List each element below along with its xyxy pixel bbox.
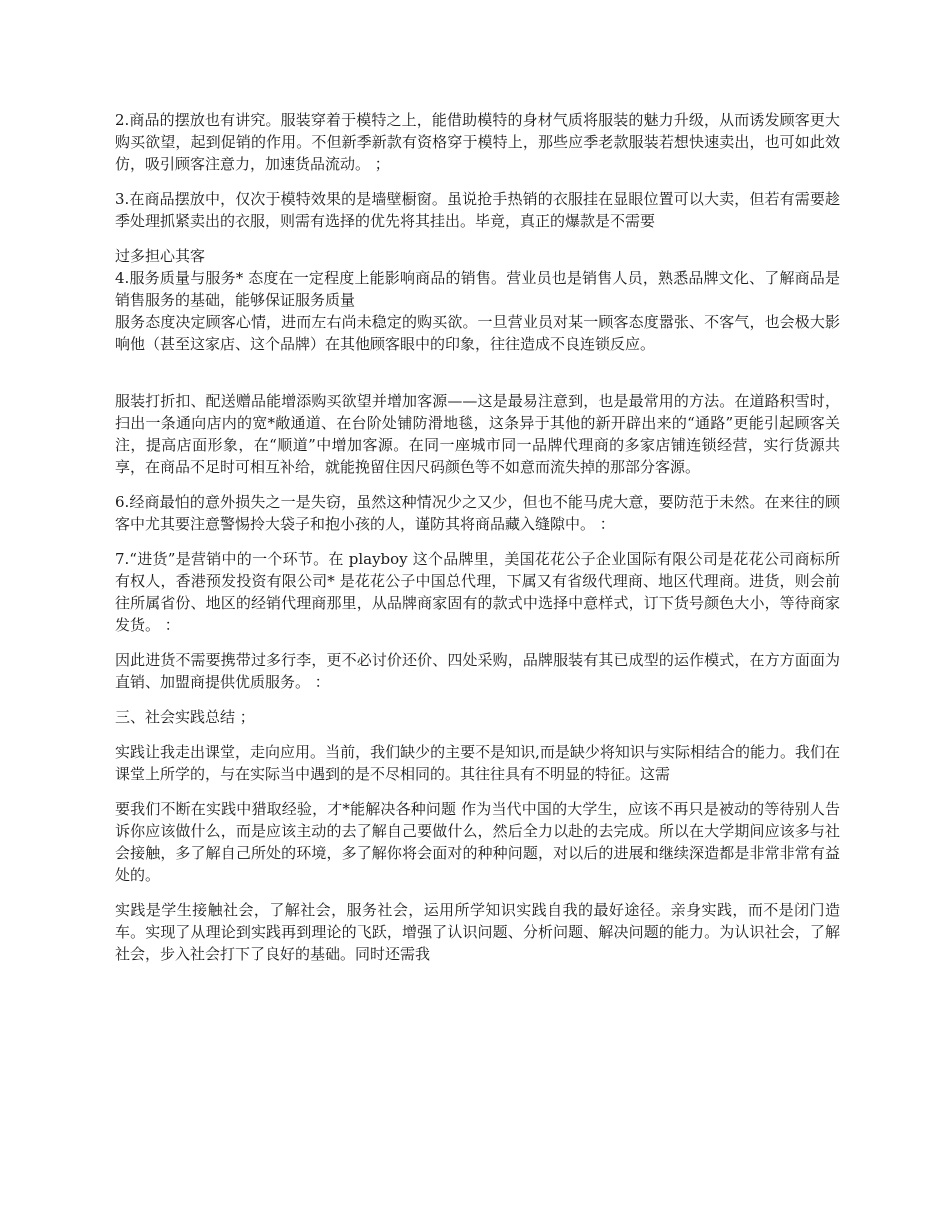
paragraph-fragment: 过多担心其客 xyxy=(115,247,206,265)
paragraph-item-2: 2.商品的摆放也有讲究。服装穿着于模特之上，能借助模特的身材气质将服装的魅力升级，从而诱发顾客更大购买欲望，起到促销的作用。不但新季新款有资格穿于模特上，那些应季老款服装若想快速卖出，也可如此效仿，吸引顾客注意力，加速货品流动。 ； xyxy=(115,111,840,173)
paragraph-purchasing: 因此进货不需要携带过多行李，更不必讨价还价、四处采购，品牌服装有其已成型的运作模式，在方方面面为直销、加盟商提供优质服务。 ： xyxy=(115,651,840,691)
paragraph-practice-2: 要我们不断在实践中猎取经验，才*能解决各种问题 作为当代中国的大学生，应该不再只是被动的等待别人告诉你应该做什么，而是应该主动的去了解自己要做什么，然后全力以赴的去完成。所以在大学期间应该多与社会接触，多了解自己所处的环境，多了解你将会面对的种种问题，对以后的进展和继续深造都是非常非常有益处的。 xyxy=(115,800,840,884)
paragraph-item-7: 7.“进货”是营销中的一个环节。在 playboy 这个品牌里，美国花花公子企业国际有限公司是花花公司商标所有权人，香港预发投资有限公司* 是花花公子中国总代理，下属又有省级代理商、地区代理商。进货，则会前往所属省份、地区的经销代理商那里，从品牌商家固有的款式中选择中意样式，订下货号颜色大小，等待商家发货。 ： xyxy=(115,550,840,634)
document-page xyxy=(115,109,840,978)
paragraph-discount: 服装打折扣、配送赠品能增添购买欲望并增加客源——这是最易注意到，也是最常用的方法。在道路积雪时，扫出一条通向店内的宽*敞通道、在台阶处铺防滑地毯，这条异于其他的新开辟出来的“通路”更能引起顾客关注，提高店面形象，在“顺道”中增加客源。在同一座城市同一品牌代理商的多家店铺连锁经营，实行货源共享，在商品不足时可相互补给，就能挽留住因尺码颜色等不如意而流失掉的那部分客源。 xyxy=(115,392,840,476)
section-spacer xyxy=(115,355,840,387)
paragraph-item-4: 4.服务质量与服务* 态度在一定程度上能影响商品的销售。营业员也是销售人员，熟悉品牌文化、了解商品是销售服务的基础，能够保证服务质量 xyxy=(115,269,840,309)
paragraph-practice-3: 实践是学生接触社会，了解社会，服务社会，运用所学知识实践自我的最好途径。亲身实践，而不是闭门造车。实现了从理论到实践再到理论的飞跃，增强了认识问题、分析问题、解决问题的能力。为认识社会，了解社会，步入社会打下了良好的基础。同时还需我 xyxy=(115,901,840,963)
section-heading-summary: 三、社会实践总结 ； xyxy=(115,708,255,726)
paragraph-service-attitude: 服务态度决定顾客心情，进而左右尚未稳定的购买欲。一旦营业员对某一顾客态度嚣张、不客气，也会极大影响他（甚至这家店、这个品牌）在其他顾客眼中的印象，往往造成不良连锁反应。 xyxy=(115,313,840,353)
paragraph-item-6: 6.经商最怕的意外损失之一是失窃，虽然这种情况少之又少，但也不能马虎大意，要防范于未然。在来往的顾客中尤其要注意警惕拎大袋子和抱小孩的人，谨防其将商品藏入缝隙中。 ： xyxy=(115,493,840,533)
paragraph-practice-1: 实践让我走出课堂，走向应用。当前，我们缺少的主要不是知识,而是缺少将知识与实际相结合的能力。我们在课堂上所学的，与在实际当中遇到的是不尽相同的。其往往具有不明显的特征。这需 xyxy=(115,743,840,783)
paragraph-item-3: 3.在商品摆放中，仅次于模特效果的是墙壁橱窗。虽说抢手热销的衣服挂在显眼位置可以大卖，但若有需要趁季处理抓紧卖出的衣服，则需有选择的优先将其挂出。毕竟，真正的爆款是不需要 xyxy=(115,190,840,230)
